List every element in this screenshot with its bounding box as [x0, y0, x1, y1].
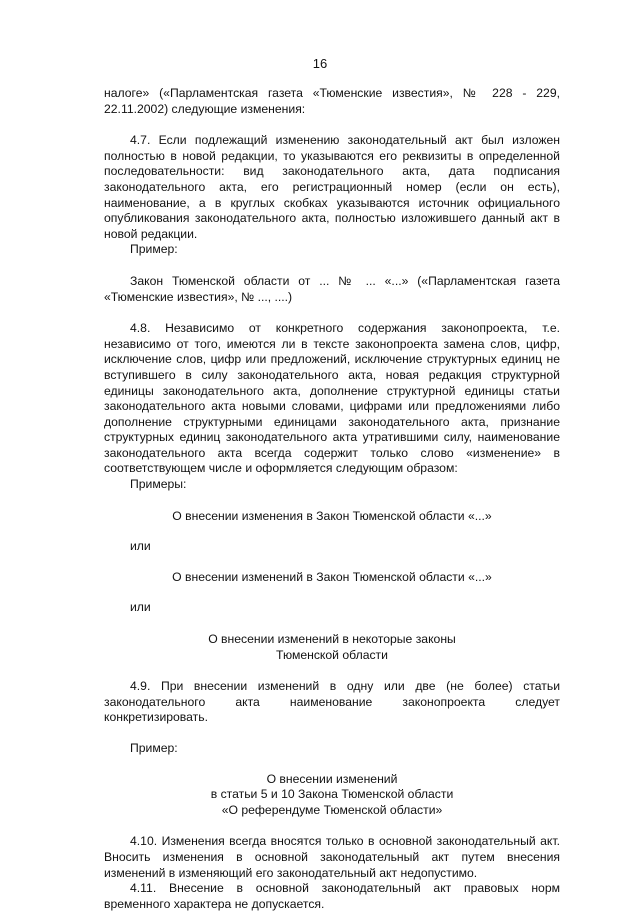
- paragraph-4-7: 4.7. Если подлежащий изменению законодательный акт был изложен полностью в новой редакции, то указываются его реквизиты в определенной последовательности: вид законодательного акта, дата подписания законодательного акта, его регистрационный номер (если он есть), наименование, а в круглых скобках указываются источник официального опубликования законодательного акта, полностью изложившего данный акт в новой редакции.: [104, 133, 560, 241]
- example-label: Пример:: [130, 242, 178, 257]
- example-title-2: О внесении изменений в Закон Тюменской области «...»: [172, 569, 492, 584]
- paragraph-4-10: 4.10. Изменения всегда вносятся только в основной законодательный акт. Вносить изменения в основной законодательный акт путем внесения изменений в изменяющий его законодательный акт недопустимо.: [104, 834, 560, 880]
- page-number: 16: [312, 56, 328, 71]
- example-title-3-line-2: Тюменской области: [276, 647, 388, 662]
- or-separator-2: или: [130, 600, 151, 615]
- example-title-4: [104, 772, 560, 819]
- paragraph-4-8: 4.8. Независимо от конкретного содержания законопроекта, т.е. независимо от того, имеются ли в тексте законопроекта замена слов, цифр, исключение слов, цифр или предложений, исключение структурных единиц не вступившего в силу законодательного акта, новая редакция структурной единицы законодательного акта, дополнение структурной единицы статьи законодательного акта новыми словами, цифрами или предложениями либо дополнение структурными единицами законодательного акта, признание структурных единиц законодательного акта утратившими силу, наименование законодательного акта всегда содержит только слово «изменение» в соответствующем числе и оформляется следующим образом:: [104, 321, 560, 476]
- example-title-4-line-1: О внесении изменений: [266, 771, 398, 786]
- example-label-2: Пример:: [130, 741, 178, 755]
- paragraph-4-9: 4.9. При внесении изменений в одну или две (не более) статьи законодательного акта наименование законопроекта следует конкретизировать.: [104, 679, 560, 725]
- examples-label: Примеры:: [130, 477, 187, 492]
- example-title-4-line-2: в статьи 5 и 10 Закона Тюменской области: [210, 787, 454, 802]
- document-body: [104, 86, 560, 912]
- or-separator-1: или: [130, 539, 151, 554]
- example-citation: Закон Тюменской области от ... № ... «...» («Парламентская газета «Тюменские известия», № ..., ....): [104, 273, 560, 304]
- example-title-1: О внесении изменения в Закон Тюменской области «...»: [172, 508, 492, 523]
- paragraph-continuation: налоге» («Парламентская газета «Тюменские известия», № 228 - 229, 22.11.2002) следующие изменения:: [104, 86, 560, 116]
- example-title-3-line-1: О внесении изменений в некоторые законы: [208, 632, 456, 647]
- example-title-4-line-3: «О референдуме Тюменской области»: [221, 802, 443, 817]
- example-title-3: [104, 632, 560, 663]
- paragraph-4-11: 4.11. Внесение в основной законодательный акт правовых норм временного характера не допускается.: [104, 881, 560, 911]
